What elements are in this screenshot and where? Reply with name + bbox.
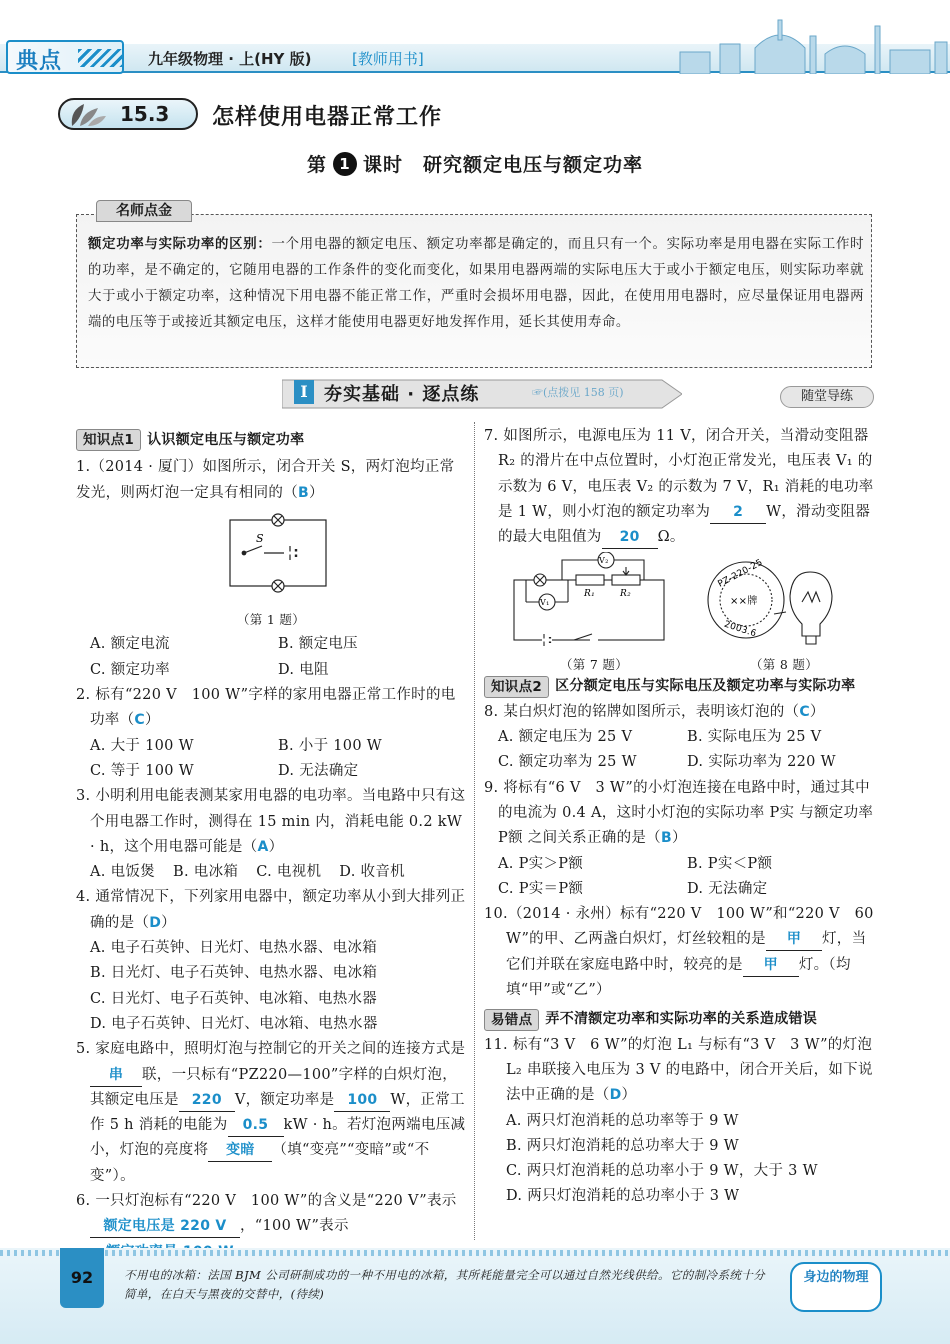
option: D. 无法确定: [687, 880, 768, 897]
tips-bold: 额定功率与实际功率的区别：: [88, 236, 272, 252]
q-text: 联，一只标有“PZ220—100”字样的白炽灯泡，其额定电压是: [90, 1066, 458, 1108]
option: A. P实＞P额: [498, 855, 584, 872]
question-8: [484, 700, 876, 776]
option: B. 实际电压为 25 V: [687, 729, 822, 746]
nameplate-brand: ××牌: [730, 596, 758, 608]
footer-dots: [0, 1250, 950, 1256]
leaf-icon: [66, 100, 110, 128]
err-tag: 易错点: [484, 1009, 539, 1031]
answer-blank: 100: [334, 1089, 390, 1112]
option: D. 收音机: [339, 864, 405, 881]
q-stem: 1.（2014 · 厦门）如图所示，闭合开关 S，两灯泡均正常发光，则两灯泡一定具有相同的（: [76, 459, 455, 501]
left-column: [76, 428, 466, 1265]
option: B. 两只灯泡消耗的总功率大于 9 W: [506, 1137, 739, 1154]
lesson-prefix: 第: [306, 154, 327, 176]
switch-label: S: [256, 531, 264, 545]
q-text: V，额定功率是: [234, 1091, 335, 1108]
answer-blank: 串: [90, 1064, 142, 1087]
resistor-r1-label: R₁: [584, 589, 595, 600]
option: B. 小于 100 W: [278, 737, 382, 754]
lesson-title: [0, 150, 950, 177]
option: C. 额定功率为 25 W: [498, 754, 637, 771]
logo-text: 典点: [16, 48, 63, 74]
section-title: 怎样使用电器正常工作: [212, 104, 443, 130]
q-close: ）: [809, 703, 825, 720]
voltmeter-v1-label: V₁: [540, 598, 550, 608]
lesson-number: 1: [333, 152, 357, 176]
brand-logo: [6, 40, 124, 74]
option: C. 日光灯、电子石英钟、电冰箱、电热水器: [90, 990, 378, 1007]
q-answer: A: [257, 838, 269, 855]
lesson-suffix: 课时 研究额定电压与额定功率: [363, 154, 644, 176]
tips-text: [88, 231, 864, 336]
footer-badge: 身边的物理: [790, 1262, 882, 1312]
q-close: ）: [621, 1087, 637, 1104]
figure-caption: （第 8 题）: [750, 657, 818, 673]
q-text: W，滑动变阻器的最大电阻值为: [498, 503, 871, 546]
answer-blank: 甲: [766, 928, 822, 951]
option: D. 实际功率为 220 W: [687, 754, 836, 771]
q-close: ）: [308, 484, 324, 501]
question-7: [484, 424, 876, 550]
figures-row: [484, 552, 876, 672]
option: B. P实＜P额: [687, 855, 773, 872]
tips-tab: 名师点金: [96, 200, 192, 222]
kp-title: 区分额定电压与实际电压及额定功率与实际功率: [555, 678, 856, 695]
q-text: 灯。（均填“甲”或“乙”）: [506, 956, 851, 999]
hint-reference: ☞(点拨见 158 页): [532, 386, 624, 399]
question-3: [76, 784, 466, 885]
edition-label: [教师用书]: [352, 50, 424, 68]
q-text: ，“100 W”表示: [240, 1218, 349, 1235]
figure-caption: （第 1 题）: [237, 612, 305, 628]
answer-blank: 220: [179, 1089, 235, 1112]
option: C. 电视机: [256, 864, 322, 881]
nameplate-model: PZ-220-25: [716, 558, 765, 591]
option: A. 电饭煲: [90, 864, 155, 881]
question-9: [484, 776, 876, 902]
q7-circuit-figure: [504, 552, 684, 652]
q-close: ）: [144, 712, 160, 729]
q-stem: 2. 标有“220 V 100 W”字样的家用电器正常工作时的电功率（: [76, 687, 456, 729]
answer-blank: 变暗: [208, 1139, 272, 1162]
guide-badge: 随堂导练: [780, 386, 874, 408]
knowledge-point-2: [484, 674, 876, 699]
question-11: [484, 1033, 876, 1210]
q-answer: B: [298, 484, 309, 501]
footer-note: 不用电的冰箱：法国 BJM 公司研制成功的一种不用电的冰箱，其所耗能量完全可以通过自然光线供给。它的制冷系统十分简单，在白天与黑夜的交替中，(待续): [124, 1268, 766, 1301]
kp-tag: 知识点1: [76, 429, 141, 451]
question-4: [76, 885, 466, 1037]
error-point: [484, 1007, 876, 1032]
option: A. 电子石英钟、日光灯、电热水器、电冰箱: [90, 940, 377, 957]
q-text: 6. 一只灯泡标有“220 V 100 W”的含义是“220 V”表示: [76, 1193, 457, 1210]
option: D. 电子石英钟、日光灯、电冰箱、电热水器: [90, 1015, 378, 1032]
q-text: 7. 如图所示，电源电压为 11 V，闭合开关，当滑动变阻器 R₂ 的滑片在中点位置时，小灯泡正常发光，电压表 V₁ 的示数为 6 V，电压表 V₂ 的示数为 7 V，R₁ 消耗的电功率是 1 W，则小灯泡的额定功率为: [484, 428, 874, 520]
q-answer: D: [149, 914, 162, 931]
option: B. 额定电压: [278, 636, 358, 653]
option: C. 两只灯泡消耗的总功率小于 9 W，大于 3 W: [506, 1163, 818, 1180]
q-text: Ω。: [657, 529, 685, 546]
question-5: [76, 1037, 466, 1189]
err-title: 弄不清额定功率和实际功率的关系造成错误: [545, 1011, 818, 1028]
figure-caption: （第 7 题）: [560, 657, 628, 673]
option: A. 额定电压为 25 V: [498, 729, 633, 746]
section-number: 15.3: [120, 102, 170, 126]
q-stem: 9. 将标有“6 V 3 W”的小灯泡连接在电路中时，通过其中的电流为 0.4 A，这时小灯泡的实际功率 P实 与额定功率 P额 之间关系正确的是（: [484, 779, 874, 847]
option: D. 两只灯泡消耗的总功率小于 3 W: [506, 1188, 740, 1205]
q-close: ）: [268, 838, 284, 855]
voltmeter-v2-label: V₂: [599, 556, 609, 566]
column-divider: [474, 422, 475, 1240]
skyline-illustration: [660, 14, 950, 74]
answer-blank: 甲: [743, 954, 799, 977]
page-header: [0, 0, 950, 82]
q-text: 5. 家庭电路中，照明灯泡与控制它的开关之间的连接方式是: [76, 1041, 466, 1058]
q-answer: C: [134, 712, 145, 729]
q-answer: D: [609, 1087, 622, 1104]
option: A. 两只灯泡消耗的总功率等于 9 W: [506, 1112, 739, 1129]
q-close: ）: [161, 914, 176, 931]
answer-blank: 20: [602, 526, 658, 549]
option: C. 额定功率: [90, 661, 170, 678]
option: B. 电冰箱: [173, 864, 239, 881]
q-stem: 4. 通常情况下，下列家用电器中，额定功率从小到大排列正确的是（: [76, 889, 466, 931]
knowledge-point-1: [76, 428, 466, 453]
option: C. P实＝P额: [498, 880, 584, 897]
q1-circuit-figure: [76, 506, 466, 602]
kp-tag: 知识点2: [484, 676, 549, 698]
q-text: （填“变亮”“变暗”或“不变”）。: [90, 1142, 430, 1184]
option: B. 日光灯、电子石英钟、电热水器、电冰箱: [90, 965, 378, 982]
tips-body: 一个用电器的额定电压、额定功率都是确定的，而且只有一个。实际功率是用电器在实际工作时的功率，是不确定的，它随用电器的工作条件的变化而变化，如果用电器两端的实际电压大于或小于额定电压，则实际功率就大于或小于额定功率，这种情况下用电器不能正常工作，严重时会损坏用电器，因此，在使用用电器时，应尽量保证用电器两端的电压等于或接近其额定电压，这样才能使用电器更好地发挥作用，延长其使用寿命。: [88, 237, 865, 330]
option: D. 电阻: [278, 661, 329, 678]
book-title: 九年级物理 · 上(HY 版): [148, 50, 312, 68]
resistor-r2-label: R₂: [620, 589, 631, 600]
page-number: 92: [70, 1268, 94, 1287]
question-2: [76, 683, 466, 784]
option: C. 等于 100 W: [90, 762, 194, 779]
question-1: [76, 455, 466, 683]
option: D. 无法确定: [278, 762, 359, 779]
kp-title: 认识额定电压与额定功率: [147, 432, 305, 448]
answer-blank: 0.5: [228, 1114, 284, 1137]
q-text: 灯，当它们并联在家庭电路中时，较亮的是: [506, 931, 867, 973]
q-text: W，正常工作 5 h 消耗的电能为: [90, 1091, 465, 1134]
nameplate-date: 2003.6: [722, 620, 758, 640]
logo-stripes: [78, 49, 124, 67]
question-10: [484, 902, 876, 1003]
q-text: kW · h。若灯泡两端电压减小，灯泡的亮度将: [90, 1117, 466, 1159]
right-column: [484, 424, 876, 1210]
q-stem: 11. 标有“3 V 6 W”的灯泡 L₁ 与标有“3 V 3 W”的灯泡 L₂ 串联接入电压为 3 V 的电路中，闭合开关后，如下说法中正确的是（: [484, 1036, 873, 1104]
q-stem: 8. 某白炽灯泡的铭牌如图所示，表明该灯泡的（: [484, 703, 800, 720]
part-numeral: Ⅰ: [294, 380, 314, 404]
option: A. 大于 100 W: [90, 737, 194, 754]
q8-nameplate-figure: [702, 552, 862, 652]
q-close: ）: [671, 830, 687, 847]
answer-blank: 2: [710, 501, 766, 524]
option: A. 额定电流: [90, 636, 170, 653]
q-answer: B: [660, 830, 672, 847]
answer-blank: 额定电压是 220 V: [90, 1215, 240, 1238]
q-stem: 3. 小明利用电能表测某家用电器的电功率。当电路中只有这个用电器工作时，测得在 15 min 内，消耗电能 0.2 kW · h，这个用电器可能是（: [76, 788, 466, 855]
part-title: 夯实基础 · 逐点练: [324, 384, 480, 405]
q-answer: C: [799, 703, 810, 720]
q-text: 10.（2014 · 永州）标有“220 V 100 W”和“220 V 60 W”的甲、乙两盏白炽灯，灯丝较粗的是: [484, 906, 874, 948]
